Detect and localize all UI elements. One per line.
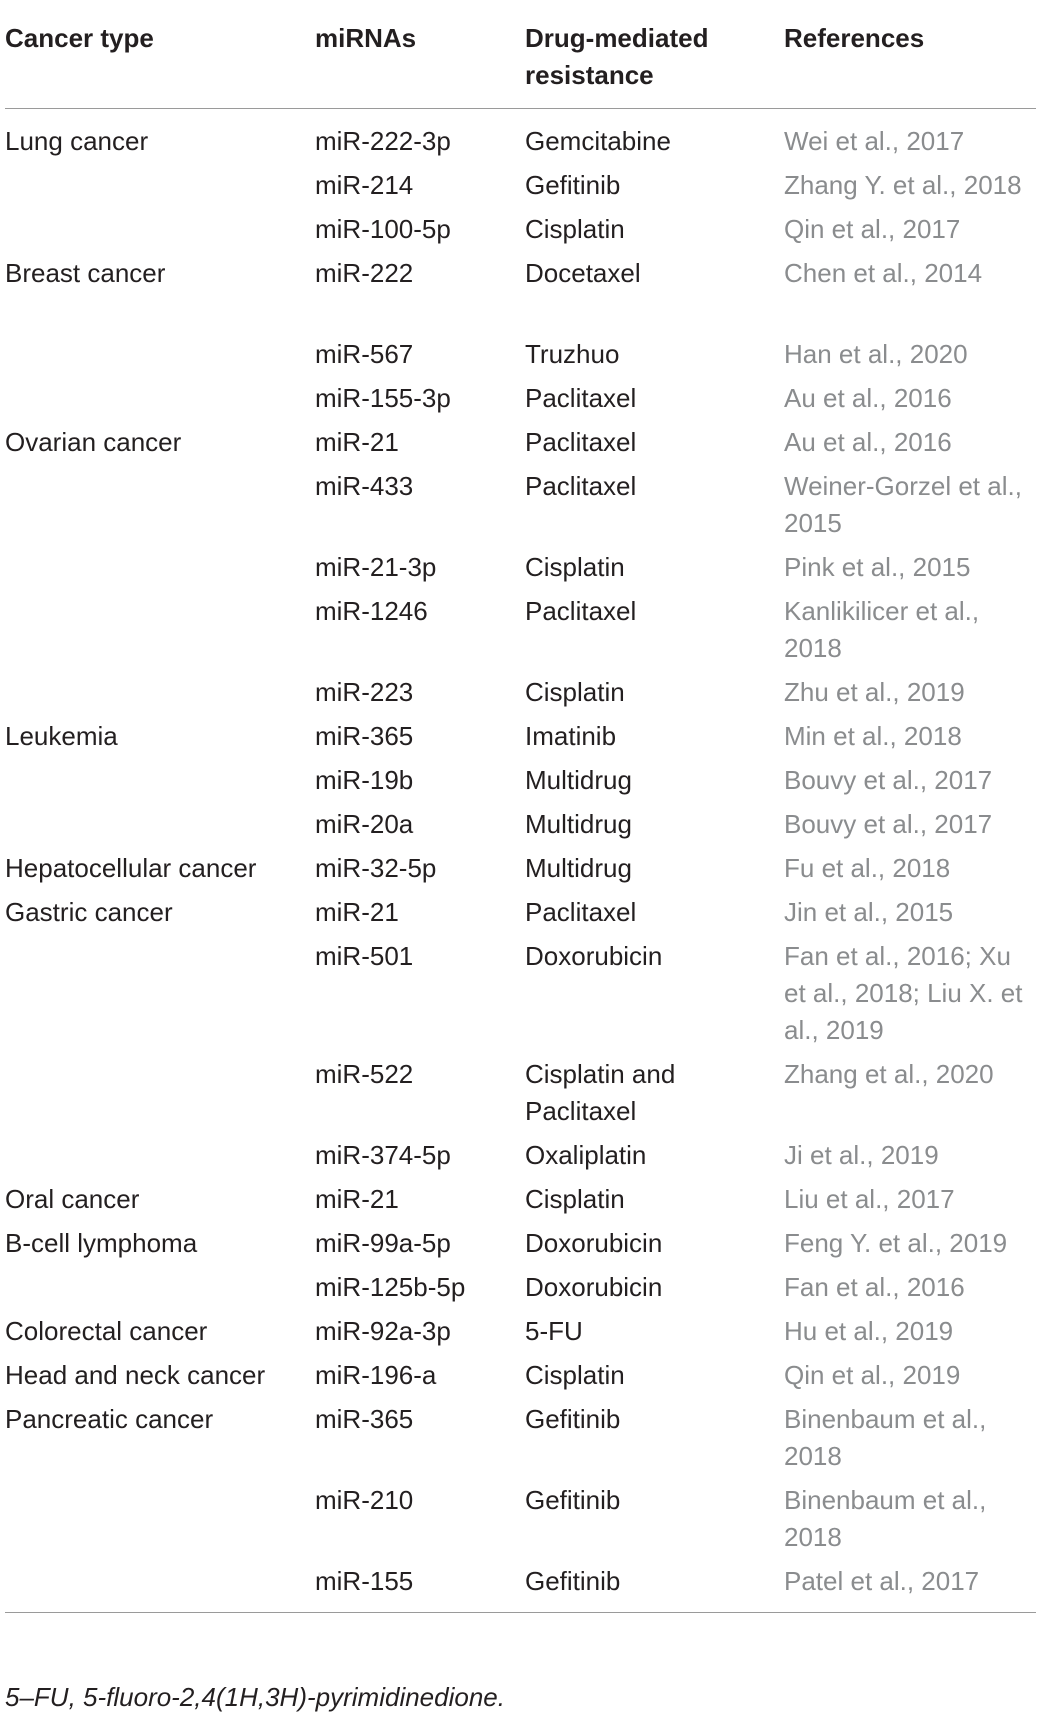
table-row: [5, 1313, 1036, 1357]
reference-cell: Wei et al., 2017: [784, 126, 965, 156]
table-row: [5, 380, 1036, 424]
drug-cell: Paclitaxel: [525, 471, 637, 501]
table-row: [5, 894, 1036, 938]
drug-resistance-table: [5, 14, 1036, 1613]
reference-cell: Fan et al., 2016; Xu et al., 2018; Liu X. et al., 2019: [784, 941, 1023, 1045]
mirna-cell: miR-222: [315, 258, 414, 288]
cancer-type-cell: Leukemia: [5, 721, 118, 751]
table-row: [5, 255, 1036, 336]
reference-cell: Weiner-Gorzel et al., 2015: [784, 471, 1022, 538]
table-row: [5, 211, 1036, 255]
reference-cell: Zhang et al., 2020: [784, 1059, 994, 1089]
drug-cell: Doxorubicin: [525, 1228, 663, 1258]
table-row: [5, 718, 1036, 762]
cancer-type-cell: [5, 1137, 315, 1181]
mirna-cell: miR-365: [315, 721, 414, 751]
reference-cell: Bouvy et al., 2017: [784, 809, 993, 839]
cancer-type-cell: Hepatocellular cancer: [5, 853, 257, 883]
drug-cell: Gefitinib: [525, 1404, 621, 1434]
mirna-cell: miR-155-3p: [315, 383, 451, 413]
table-row: [5, 1357, 1036, 1401]
reference-cell: Kanlikilicer et al., 2018: [784, 596, 980, 663]
table-row: [5, 762, 1036, 806]
table-row: [5, 806, 1036, 850]
reference-cell: Bouvy et al., 2017: [784, 765, 993, 795]
reference-cell: Min et al., 2018: [784, 721, 962, 751]
cancer-type-cell: Colorectal cancer: [5, 1316, 208, 1346]
reference-cell: Fu et al., 2018: [784, 853, 951, 883]
cancer-type-cell: [5, 549, 315, 593]
cancer-type-cell: [5, 336, 315, 380]
reference-cell: Qin et al., 2019: [784, 1360, 961, 1390]
reference-cell: Au et al., 2016: [784, 383, 952, 413]
header-mirnas: miRNAs: [315, 14, 525, 109]
drug-cell: Gefitinib: [525, 1485, 621, 1515]
table-row: [5, 1269, 1036, 1313]
drug-cell: Cisplatin: [525, 1184, 625, 1214]
reference-cell: Chen et al., 2014: [784, 258, 983, 288]
drug-cell: Doxorubicin: [525, 941, 663, 971]
table-row: [5, 167, 1036, 211]
mirna-cell: miR-92a-3p: [315, 1316, 451, 1346]
table-row: [5, 424, 1036, 468]
mirna-cell: miR-433: [315, 471, 414, 501]
mirna-cell: miR-501: [315, 941, 414, 971]
mirna-cell: miR-21: [315, 897, 399, 927]
reference-cell: Patel et al., 2017: [784, 1563, 1036, 1613]
drug-cell: Cisplatin: [525, 552, 625, 582]
table-header: [5, 14, 1036, 109]
mirna-cell: miR-374-5p: [315, 1140, 451, 1170]
drug-cell: Multidrug: [525, 765, 632, 795]
reference-cell: Zhang Y. et al., 2018: [784, 170, 1022, 200]
cancer-type-cell: [5, 211, 315, 255]
cancer-type-cell: B-cell lymphoma: [5, 1228, 198, 1258]
drug-cell: Gefitinib: [525, 170, 621, 200]
drug-cell: Truzhuo: [525, 339, 620, 369]
cancer-type-cell: [5, 468, 315, 549]
mirna-cell: miR-125b-5p: [315, 1272, 466, 1302]
cancer-type-cell: [5, 938, 315, 1056]
drug-cell: Multidrug: [525, 853, 632, 883]
reference-cell: Liu et al., 2017: [784, 1184, 955, 1214]
drug-cell: Cisplatin: [525, 1360, 625, 1390]
drug-cell: Doxorubicin: [525, 1272, 663, 1302]
mirna-cell: miR-223: [315, 677, 414, 707]
cancer-type-cell: [5, 674, 315, 718]
table-row: [5, 1056, 1036, 1137]
drug-cell: Cisplatin: [525, 214, 625, 244]
mirna-cell: miR-222-3p: [315, 126, 451, 156]
table-row: [5, 336, 1036, 380]
reference-cell: Pink et al., 2015: [784, 552, 971, 582]
cancer-type-cell: [5, 762, 315, 806]
drug-cell: Cisplatin and Paclitaxel: [525, 1059, 676, 1126]
reference-cell: Binenbaum et al., 2018: [784, 1404, 987, 1471]
cancer-type-cell: [5, 167, 315, 211]
table-row: [5, 1563, 1036, 1613]
table-row: [5, 1225, 1036, 1269]
drug-cell: 5-FU: [525, 1316, 583, 1346]
cancer-type-cell: Head and neck cancer: [5, 1360, 266, 1390]
mirna-cell: miR-100-5p: [315, 214, 451, 244]
mirna-cell: miR-32-5p: [315, 853, 437, 883]
mirna-cell: miR-196-a: [315, 1360, 437, 1390]
drug-cell: Gefitinib: [525, 1563, 784, 1613]
cancer-type-cell: Breast cancer: [5, 258, 166, 288]
mirna-cell: miR-567: [315, 339, 414, 369]
table-row: [5, 1137, 1036, 1181]
mirna-cell: miR-21: [315, 1184, 399, 1214]
drug-cell: Imatinib: [525, 721, 617, 751]
table-row: [5, 850, 1036, 894]
mirna-cell: miR-522: [315, 1059, 414, 1089]
cancer-type-cell: [5, 1269, 315, 1313]
mirna-cell: miR-365: [315, 1404, 414, 1434]
reference-cell: Binenbaum et al., 2018: [784, 1485, 987, 1552]
table-row: [5, 1181, 1036, 1225]
reference-cell: Fan et al., 2016: [784, 1272, 965, 1302]
drug-cell: Cisplatin: [525, 677, 625, 707]
mirna-cell: miR-21-3p: [315, 552, 437, 582]
reference-cell: Jin et al., 2015: [784, 897, 954, 927]
drug-cell: Oxaliplatin: [525, 1140, 647, 1170]
table-row: [5, 109, 1036, 168]
reference-cell: Hu et al., 2019: [784, 1316, 954, 1346]
cancer-type-cell: [5, 1563, 315, 1613]
table-footnote: 5–FU, 5-fluoro-2,4(1H,3H)-pyrimidinedione.: [5, 1682, 505, 1712]
drug-cell: Paclitaxel: [525, 596, 637, 626]
reference-cell: Zhu et al., 2019: [784, 677, 965, 707]
header-row: [5, 14, 1036, 109]
cancer-type-cell: [5, 1482, 315, 1563]
cancer-type-cell: Gastric cancer: [5, 897, 173, 927]
drug-cell: Multidrug: [525, 809, 632, 839]
drug-cell: Paclitaxel: [525, 897, 637, 927]
mirna-cell: miR-21: [315, 427, 399, 457]
mirna-cell: miR-214: [315, 170, 414, 200]
header-references: References: [784, 14, 1036, 109]
table-row: [5, 674, 1036, 718]
cancer-type-cell: [5, 1056, 315, 1137]
header-drug-mediated-resistance: Drug-mediated resistance: [525, 14, 784, 109]
cancer-type-cell: Ovarian cancer: [5, 427, 182, 457]
mirna-cell: miR-19b: [315, 765, 414, 795]
header-cancer-type: Cancer type: [5, 14, 315, 109]
mirna-cell: miR-155: [315, 1563, 525, 1613]
cancer-type-cell: Lung cancer: [5, 126, 149, 156]
drug-cell: Paclitaxel: [525, 427, 637, 457]
table-row: [5, 549, 1036, 593]
drug-cell: Paclitaxel: [525, 383, 637, 413]
cancer-type-cell: [5, 806, 315, 850]
drug-cell: Docetaxel: [525, 258, 641, 288]
table-body: [5, 109, 1036, 1613]
cancer-type-cell: Oral cancer: [5, 1184, 140, 1214]
reference-cell: Han et al., 2020: [784, 339, 968, 369]
cancer-type-cell: [5, 593, 315, 674]
mirna-cell: miR-1246: [315, 596, 428, 626]
mirna-cell: miR-20a: [315, 809, 414, 839]
reference-cell: Feng Y. et al., 2019: [784, 1228, 1008, 1258]
table-row: [5, 1482, 1036, 1563]
mirna-cell: miR-99a-5p: [315, 1228, 451, 1258]
table-row: [5, 1401, 1036, 1482]
cancer-type-cell: Pancreatic cancer: [5, 1404, 214, 1434]
cancer-type-cell: [5, 380, 315, 424]
drug-cell: Gemcitabine: [525, 126, 671, 156]
table-row: [5, 593, 1036, 674]
table-row: [5, 938, 1036, 1056]
reference-cell: Au et al., 2016: [784, 427, 952, 457]
reference-cell: Ji et al., 2019: [784, 1140, 939, 1170]
mirna-cell: miR-210: [315, 1485, 414, 1515]
table-row: [5, 468, 1036, 549]
reference-cell: Qin et al., 2017: [784, 214, 961, 244]
